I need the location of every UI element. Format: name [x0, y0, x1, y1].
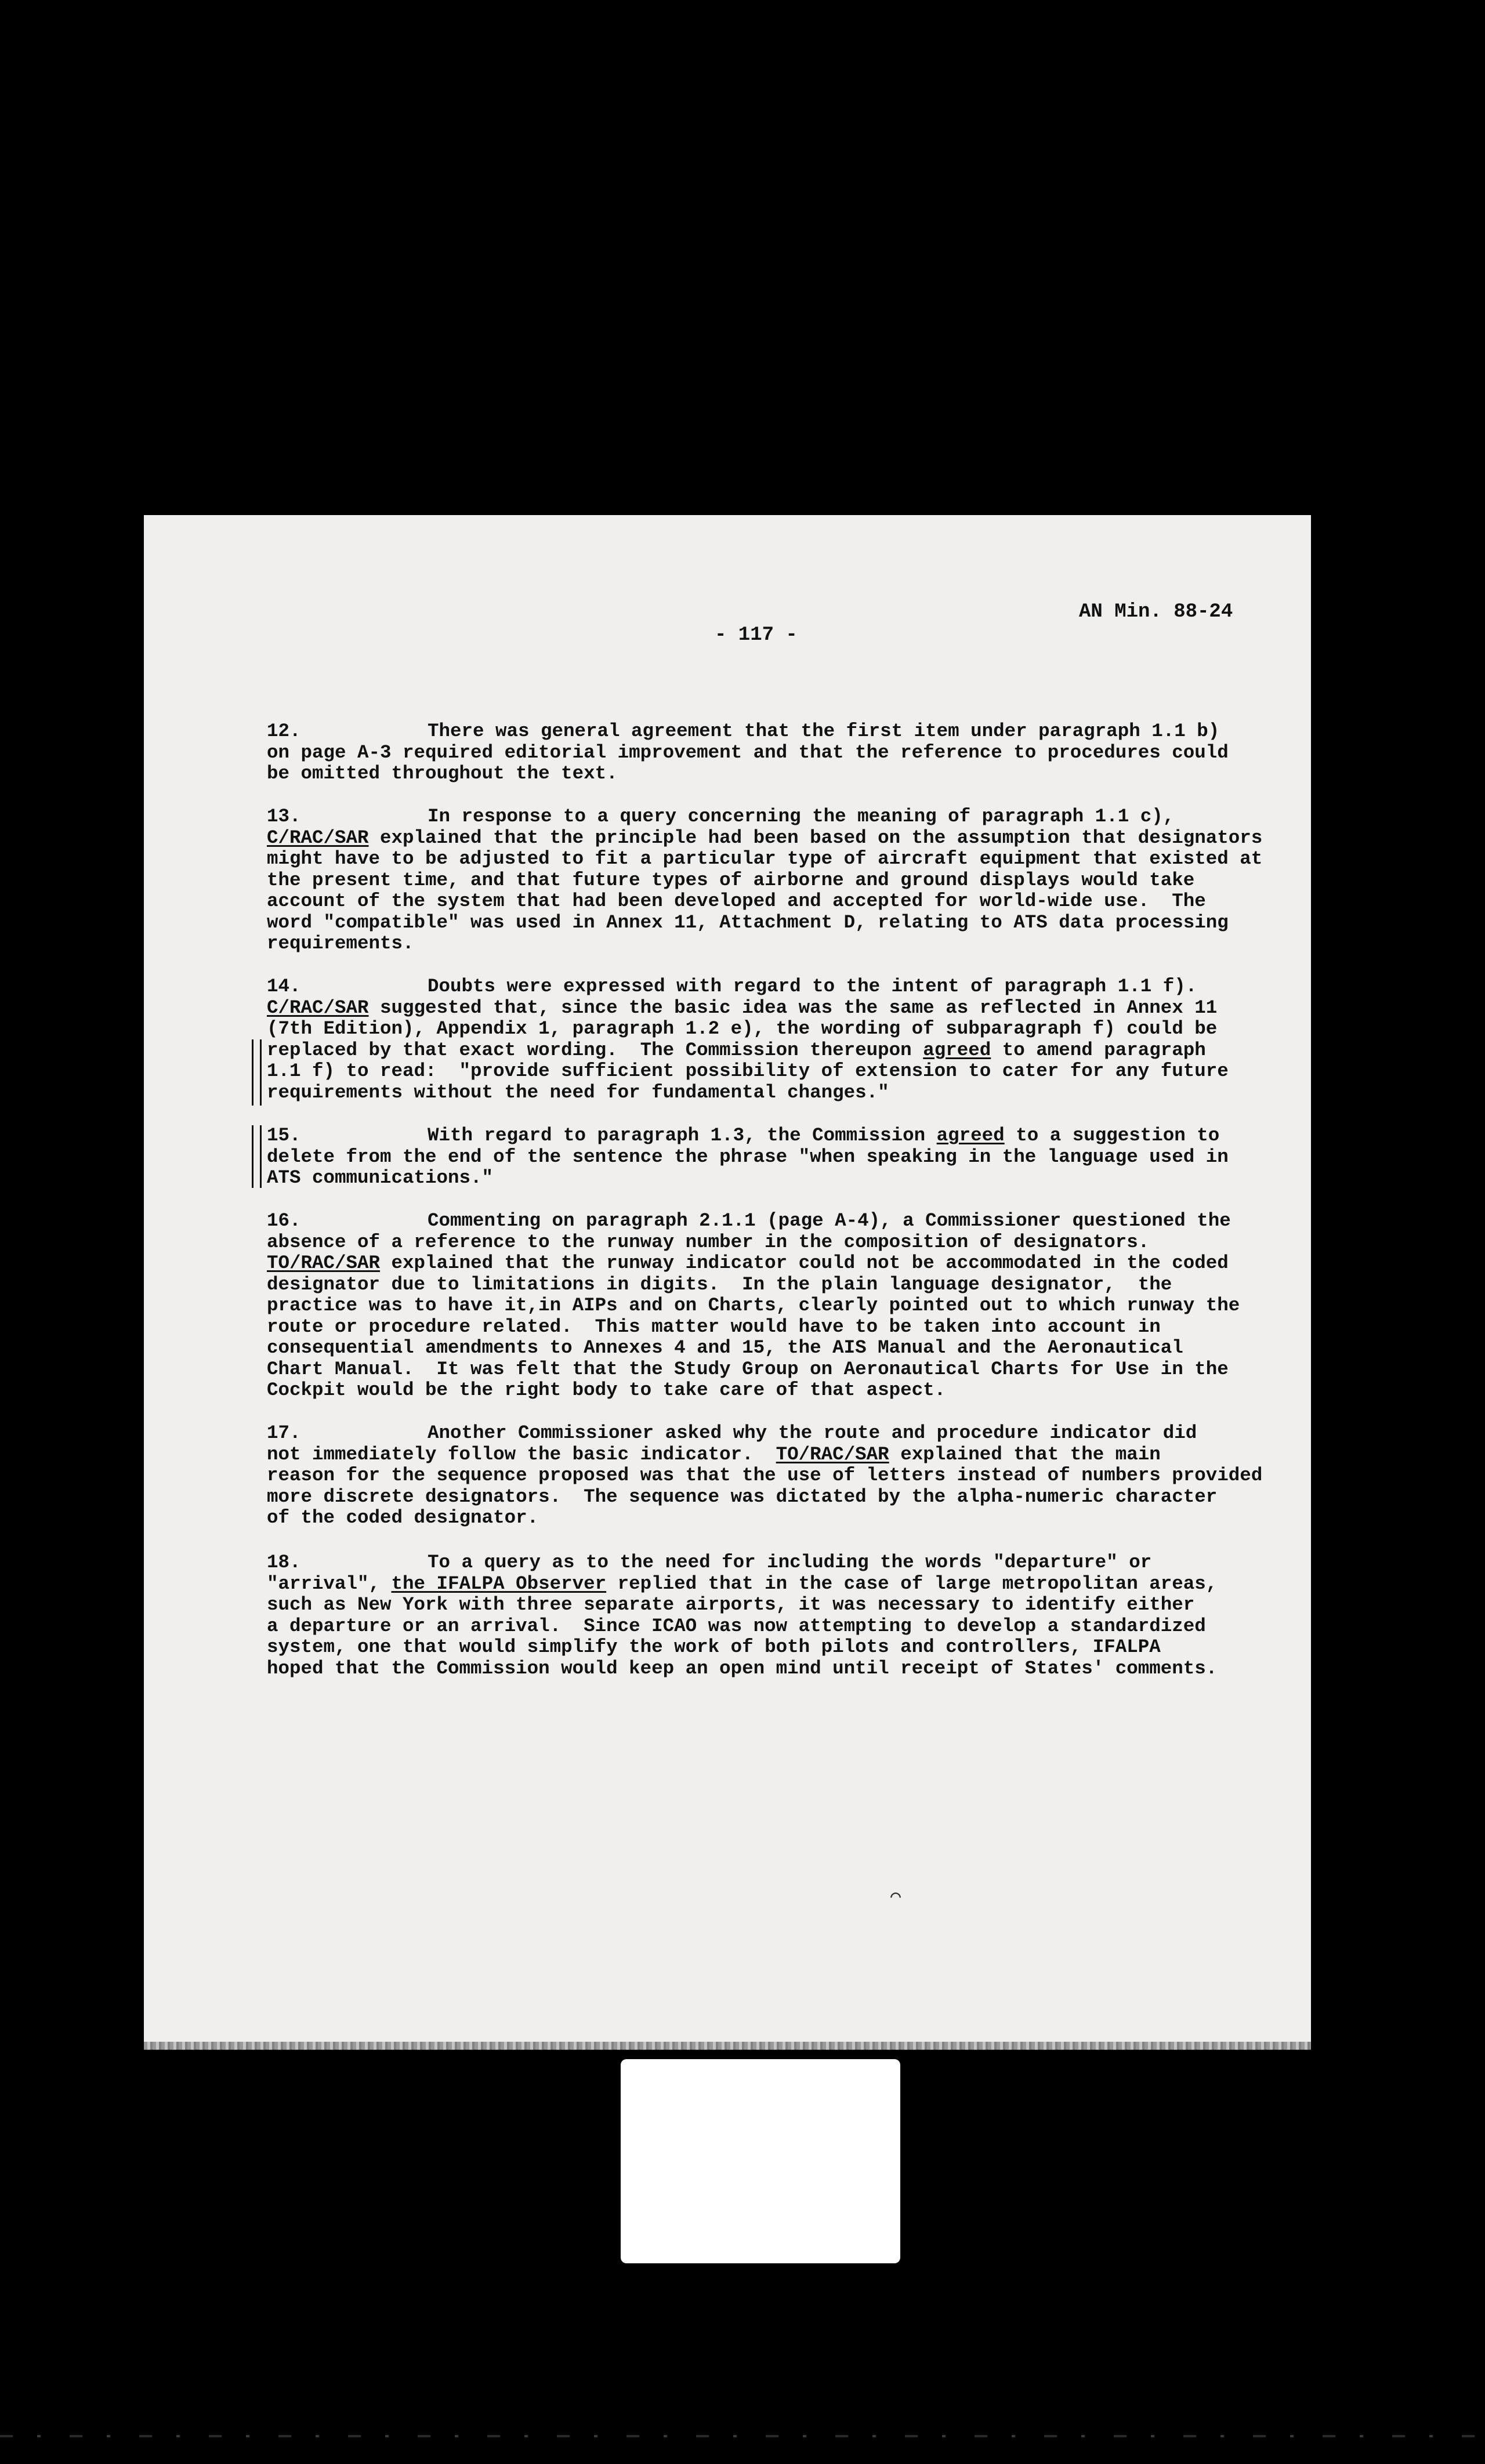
underlined-text: agreed — [936, 1125, 1005, 1146]
text-line — [267, 1210, 1231, 1232]
underlined-text: C/RAC/SAR — [267, 827, 369, 849]
text-line — [267, 1019, 1218, 1040]
paragraph-number: 14. — [267, 976, 301, 997]
text-line — [267, 1616, 1218, 1637]
text-segment: Doubts were expressed with regard to the intent of paragraph 1.1 f). — [428, 976, 1197, 997]
text-segment: such as New York with three separate airports, it was necessary to identify either — [267, 1594, 1195, 1615]
text-line — [267, 1040, 1218, 1061]
underlined-text: TO/RAC/SAR — [267, 1252, 381, 1274]
text-line — [267, 1444, 1218, 1466]
scan-mark: ⌒ — [890, 1887, 901, 1907]
text-segment: more discrete designators. The sequence was dictated by the alpha-numeric character — [267, 1485, 1218, 1508]
text-line — [267, 741, 1229, 764]
text-line — [267, 1358, 1229, 1380]
text-segment: In response to a query concerning the meaning of paragraph 1.1 c), — [428, 806, 1175, 827]
text-segment: With regard to paragraph 1.3, the Commission — [428, 1125, 937, 1146]
text-segment: suggested that, since the basic idea was the same as reflected in Annex 11 — [368, 997, 1218, 1019]
text-line — [267, 1338, 1218, 1359]
underlined-text: TO/RAC/SAR — [776, 1443, 889, 1465]
text-segment: Cockpit would be the right body to take care of that aspect. — [267, 1379, 946, 1401]
text-segment: Another Commissioner asked why the route and procedure indicator did — [428, 1422, 1197, 1444]
text-line — [267, 1317, 1218, 1338]
paragraph-15 — [267, 1125, 1229, 1189]
text-line — [267, 1658, 1218, 1680]
text-line — [267, 998, 1218, 1019]
document-reference: AN Min. 88-24 — [1079, 601, 1233, 623]
text-line — [267, 1574, 1218, 1595]
text-segment: account of the system that had been developed and accepted for world-wide use. The — [267, 890, 1206, 912]
text-segment: be omitted throughout the text. — [267, 763, 618, 784]
text-segment: explained that the main — [889, 1443, 1161, 1465]
text-line — [267, 1637, 1218, 1658]
text-segment: To a query as to the need for including the words "departure" or — [428, 1552, 1152, 1573]
text-line — [267, 1082, 1218, 1104]
text-segment: system, one that would simplify the work of both pilots and controllers, IFALPA — [267, 1636, 1161, 1658]
underlined-text: the IFALPA Observer — [391, 1572, 607, 1595]
paragraph-14 — [267, 976, 1229, 1103]
text-segment: route or procedure related. This matter would have to be taken into account in — [267, 1316, 1161, 1338]
text-line — [267, 1252, 1229, 1274]
text-line — [267, 1423, 1218, 1444]
text-line — [267, 1168, 1218, 1189]
underlined-text: C/RAC/SAR — [267, 997, 369, 1019]
text-segment: There was general agreement that the first item under paragraph 1.1 b) — [428, 720, 1220, 742]
text-line — [267, 806, 1218, 828]
text-segment: 1.1 f) to read: "provide sufficient possibility of extension to cater for any future — [267, 1060, 1229, 1082]
text-line — [267, 1146, 1229, 1168]
scan-noise — [0, 2435, 1485, 2437]
paragraph-number: 17. — [267, 1422, 301, 1444]
page-number: - 117 - — [715, 624, 798, 646]
text-segment: practice was to have it,in AIPs and on Charts, clearly pointed out to which runway the — [267, 1295, 1240, 1316]
text-line — [267, 827, 1263, 849]
text-segment: designator due to limitations in digits. In the plain language designator, the — [267, 1273, 1172, 1295]
text-segment: requirements without the need for fundamental changes." — [267, 1081, 889, 1103]
text-segment: to amend paragraph — [991, 1039, 1206, 1061]
text-segment: absence of a reference to the runway number in the composition of designators. — [267, 1231, 1150, 1253]
text-segment: (7th Edition), Appendix 1, paragraph 1.2 e), the wording of subparagraph f) could be — [267, 1018, 1218, 1039]
text-line — [267, 1295, 1240, 1317]
revision-bar — [252, 1125, 262, 1188]
paragraph-number: 13. — [267, 806, 301, 827]
paragraph-13 — [267, 806, 1263, 955]
paragraph-12 — [267, 720, 1229, 785]
text-segment: replied that in the case of large metropolitan areas, — [606, 1572, 1218, 1595]
redaction-box — [621, 2059, 900, 2263]
text-segment: Commenting on paragraph 2.1.1 (page A-4), a Commissioner questioned the — [428, 1210, 1231, 1231]
text-line — [267, 721, 1218, 742]
text-line — [267, 933, 1218, 955]
text-line — [267, 1125, 1218, 1147]
text-line — [267, 763, 1218, 785]
text-segment: reason for the sequence proposed was that the use of letters instead of numbers provided — [267, 1465, 1263, 1486]
text-line — [267, 976, 1218, 998]
text-line — [267, 1274, 1218, 1296]
text-segment: ATS communications." — [267, 1167, 494, 1188]
text-segment: delete from the end of the sentence the phrase "when speaking in the language used in — [267, 1146, 1229, 1168]
text-segment: a departure or an arrival. Since ICAO was now attempting to develop a standardized — [267, 1615, 1206, 1637]
text-line — [267, 1595, 1218, 1616]
text-segment: requirements. — [267, 933, 414, 954]
text-line — [267, 1060, 1229, 1082]
underlined-text: agreed — [923, 1039, 991, 1061]
text-segment: consequential amendments to Annexes 4 and 15, the AIS Manual and the Aeronautical — [267, 1337, 1183, 1358]
text-segment: hoped that the Commission would keep an open mind until receipt of States' comments. — [267, 1657, 1218, 1679]
text-segment: "arrival", — [267, 1572, 392, 1595]
paragraph-number: 12. — [267, 720, 301, 742]
text-line — [267, 1380, 1218, 1401]
text-segment: replaced by that exact wording. The Commission thereupon — [267, 1039, 923, 1061]
paragraph-number: 18. — [267, 1552, 301, 1573]
text-segment: explained that the principle had been based on the assumption that designators — [368, 827, 1263, 849]
text-segment: might have to be adjusted to fit a particular type of aircraft equipment that existed at — [267, 848, 1263, 869]
paragraph-18 — [267, 1552, 1218, 1679]
text-segment: of the coded designator. — [267, 1507, 539, 1528]
text-line — [267, 1487, 1218, 1508]
page-bottom-edge — [144, 2042, 1311, 2050]
text-segment: to a suggestion to — [1004, 1125, 1220, 1146]
text-segment: not immediately follow the basic indicator. — [267, 1443, 776, 1465]
text-line — [267, 870, 1218, 892]
text-line — [267, 891, 1218, 912]
text-segment: on page A-3 required editorial improvement and that the reference to procedures could — [267, 741, 1229, 763]
paragraph-17 — [267, 1422, 1263, 1529]
text-segment: the present time, and that future types of airborne and ground displays would take — [267, 869, 1195, 891]
revision-bar — [252, 1039, 262, 1106]
text-line — [267, 848, 1263, 870]
paragraph-number: 16. — [267, 1210, 301, 1231]
text-line — [267, 1508, 1218, 1529]
text-line — [267, 1232, 1218, 1253]
paragraph-number: 15. — [267, 1125, 301, 1146]
text-line — [267, 1552, 1218, 1574]
text-segment: word "compatible" was used in Annex 11, Attachment D, relating to ATS data processing — [267, 911, 1229, 933]
text-segment: explained that the runway indicator could not be accommodated in the coded — [380, 1252, 1229, 1274]
text-segment: Chart Manual. It was felt that the Study Group on Aeronautical Charts for Use in the — [267, 1358, 1229, 1380]
text-line — [267, 1465, 1263, 1487]
text-line — [267, 911, 1229, 934]
paragraph-16 — [267, 1210, 1240, 1401]
